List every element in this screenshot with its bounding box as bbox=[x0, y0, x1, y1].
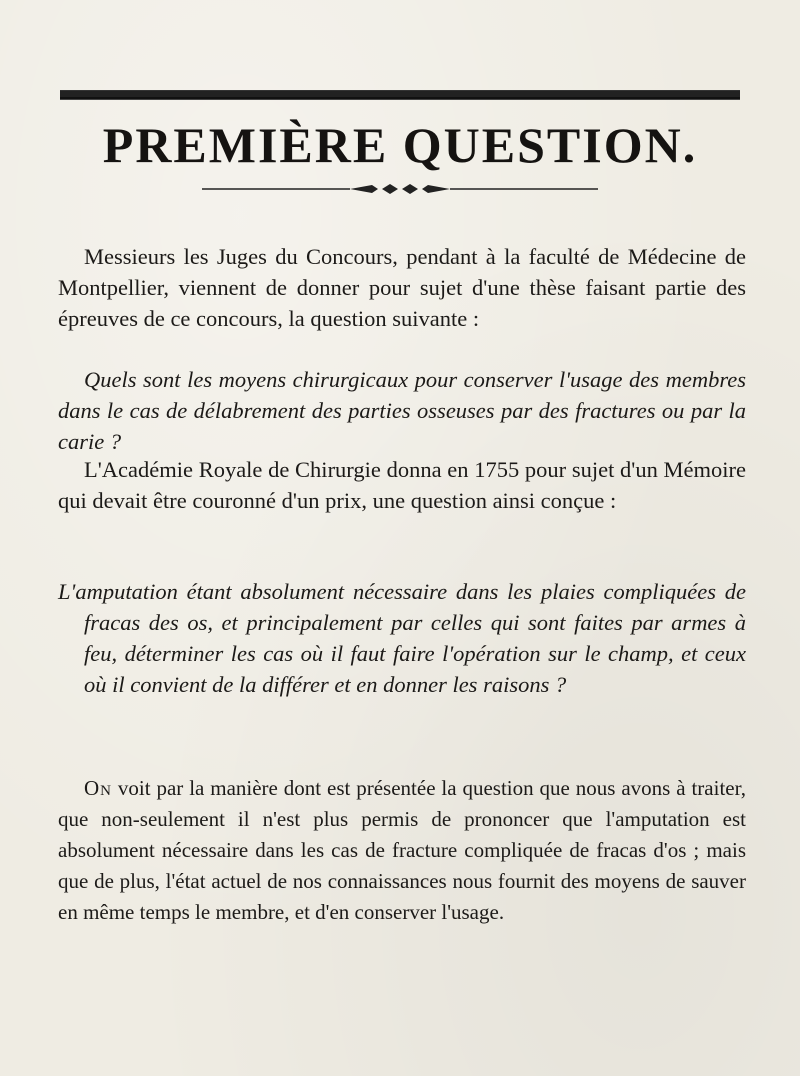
top-thin-rule bbox=[60, 99, 740, 100]
chapter-title: PREMIÈRE QUESTION. bbox=[102, 117, 698, 173]
closing-rest: voit par la manière dont est présentée la question que nous avons à traiter, que non-seulement il n'est plus permis de prononcer que l'amputation est absolument nécessaire dans les cas de fracture compliquée de fracas d'os ; mais que de plus, l'état actuel de nos connaissances nous fournit des moyens de sauver en même temps le membre, et d'en conserver l'usage. bbox=[58, 776, 746, 924]
top-double-rule bbox=[60, 90, 740, 99]
closing-lead-word: On bbox=[84, 776, 112, 800]
academy-paragraph bbox=[58, 454, 746, 516]
intro-text: Messieurs les Juges du Concours, pendant à la faculté de Médecine de Montpellier, viennent de donner pour sujet d'une thèse faisant partie des épreuves de ce concours, la question suivante : bbox=[58, 244, 746, 331]
second-question-text: L'amputation étant absolument nécessaire dans les plaies compliquées de fracas des os, et principalement par celles qui sont faites par armes à feu, déterminer les cas où il faut faire l'opération sur le champ, et ceux où il convient de la différer et en donner les raisons ? bbox=[58, 579, 746, 697]
intro-paragraph bbox=[58, 241, 746, 334]
first-question-text: Quels sont les moyens chirurgicaux pour conserver l'usage des membres dans le cas de délabrement des parties osseuses par des fractures ou par la carie ? bbox=[58, 367, 746, 454]
closing-paragraph bbox=[58, 773, 746, 928]
first-question-block bbox=[58, 364, 746, 457]
ornament-divider-icon bbox=[200, 182, 600, 196]
academy-text: L'Académie Royale de Chirurgie donna en 1755 pour sujet d'un Mémoire qui devait être couronné d'un prix, une question ainsi conçue : bbox=[58, 457, 746, 513]
second-question-block bbox=[58, 576, 746, 700]
closing-text bbox=[58, 773, 746, 928]
